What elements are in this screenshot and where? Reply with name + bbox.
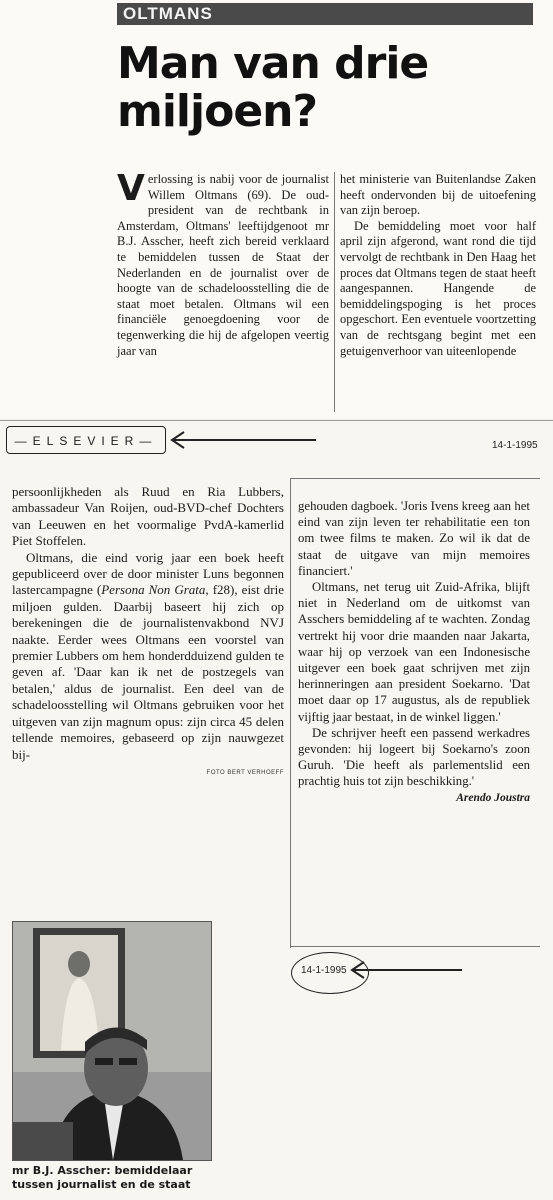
- photo-credit: FOTO BERT VERHOEFF: [206, 769, 284, 776]
- top-column-1: [117, 168, 329, 359]
- top-col1-paragraph: Verlossing is nabij voor de journalist Willem Oltmans (69). De oud-president van de rechtbank in Amsterdam, Oltmans' leeftijdgenoot mr B.J. Asscher, heeft zich bereid verklaard te bemiddelen tussen de Staat der Nederlanden en de journalist over de hoogte van de schadeloosstelling die de staat moet betalen. Oltmans wil een financiële genoegdoening voor de tegenwerking die hij de afgelopen veertig jaar van: [117, 168, 329, 358]
- book-title: Persona Non Grata: [101, 582, 206, 598]
- portrait-photo: [12, 921, 212, 1161]
- clipping-separator: [0, 420, 553, 421]
- bottom-col2-paragraph-1: gehouden dagboek. 'Joris Ivens kreeg aan het eind van zijn leven ter rehabilitatie een ton om twee films te maken. Zo wil ik dat de staat de uitgave van mijn memoires financiert.': [298, 499, 530, 578]
- top-col2-paragraph-1: het ministerie van Buitenlandse Zaken heeft ondervonden bij de uitoefening van zijn beroep.: [340, 172, 536, 218]
- bottom-col2-paragraph-3: De schrijver heeft een passend werkadres gevonden: hij logeert bij Soekarno's zoon Guruh. 'Die heeft als parlementslid een prachtig huis tot zijn beschikking.': [298, 725, 530, 789]
- bottom-column-rule-top: [290, 478, 540, 479]
- date-right: 14-1-1995: [492, 440, 538, 451]
- photo-caption: mr B.J. Asscher: bemiddelaar tussen journalist en de staat: [12, 1164, 193, 1191]
- headline-line-1: Man van drie: [117, 38, 429, 89]
- top-column-rule: [334, 172, 335, 412]
- bottom-col1-paragraph-2: Oltmans, die eind vorig jaar een boek heeft gepubliceerd over de door minister Luns begonnen lastercampagne (Persona Non Grata, f28), eist drie miljoen gulden. Daarbij baseert hij zich op berekeningen die de journalistenvakbond NVJ naakte. Eerder wees Oltmans een voorstel van premier Lubbers om hem honderdduizend gulden te geven af. 'Daar kan ik net de postzegels van betalen,' aldus de journalist. Een deel van de schadeloosstelling wil Oltmans gebruiken voor het uitgeven van zijn magnum opus: zijn circa 45 delen tellende memoires, gebaseerd op zijn nauwgezet bij-: [12, 549, 284, 762]
- date-circled: 14-1-1995: [301, 965, 347, 976]
- section-kicker: OLTMANS: [117, 3, 533, 25]
- bottom-column-rule: [290, 478, 291, 948]
- arrow-left-icon: [344, 960, 464, 980]
- source-label: —ELSEVIER—: [6, 426, 166, 454]
- bottom-column-2: [298, 498, 530, 806]
- bottom-col2-paragraph-2: Oltmans, net terug uit Zuid-Afrika, blijft niet in Nederland om de uitkomst van Asschers bemiddeling af te wachten. Zondag vertrekt hij voor drie maanden naar Jakarta, waar hij op verzoek van een Indonesische uitgever een boek gaat schrijven met zijn herinneringen aan president Soekarno. 'Dat moet daar op 17 augustus, als de republiek vijftig jaar bestaat, in de winkel liggen.': [298, 580, 530, 724]
- top-col2-paragraph-2: De bemiddeling moet voor half april zijn afgerond, want rond die tijd vervolgt de rechtbank in Den Haag het proces dat Oltmans tegen de staat heeft aangespannen. Hangende de bemiddelingspoging is het proces opgeschort. Een eventuele voortzetting van de rechtsgang begint met een getuigenverhoor van uiteenlopende: [340, 218, 536, 358]
- headline-line-2: miljoen?: [117, 86, 318, 137]
- bottom-col1-paragraph-1: persoonlijkheden als Ruud en Ria Lubbers, ambassadeur Van Roijen, oud-BVD-chef Dochters van Leeuwen en het voormalige PvdA-kamerlid Piet Stoffelen.: [12, 484, 284, 549]
- top-column-2: [340, 172, 536, 359]
- portrait-illustration: [13, 922, 211, 1160]
- arrow-left-icon: [168, 430, 318, 450]
- byline: Arendo Joustra: [456, 791, 530, 804]
- headline: [117, 40, 477, 136]
- bottom-column-rule-bottom: [290, 946, 540, 947]
- drop-cap: V: [117, 168, 145, 209]
- bottom-column-1: [12, 484, 284, 781]
